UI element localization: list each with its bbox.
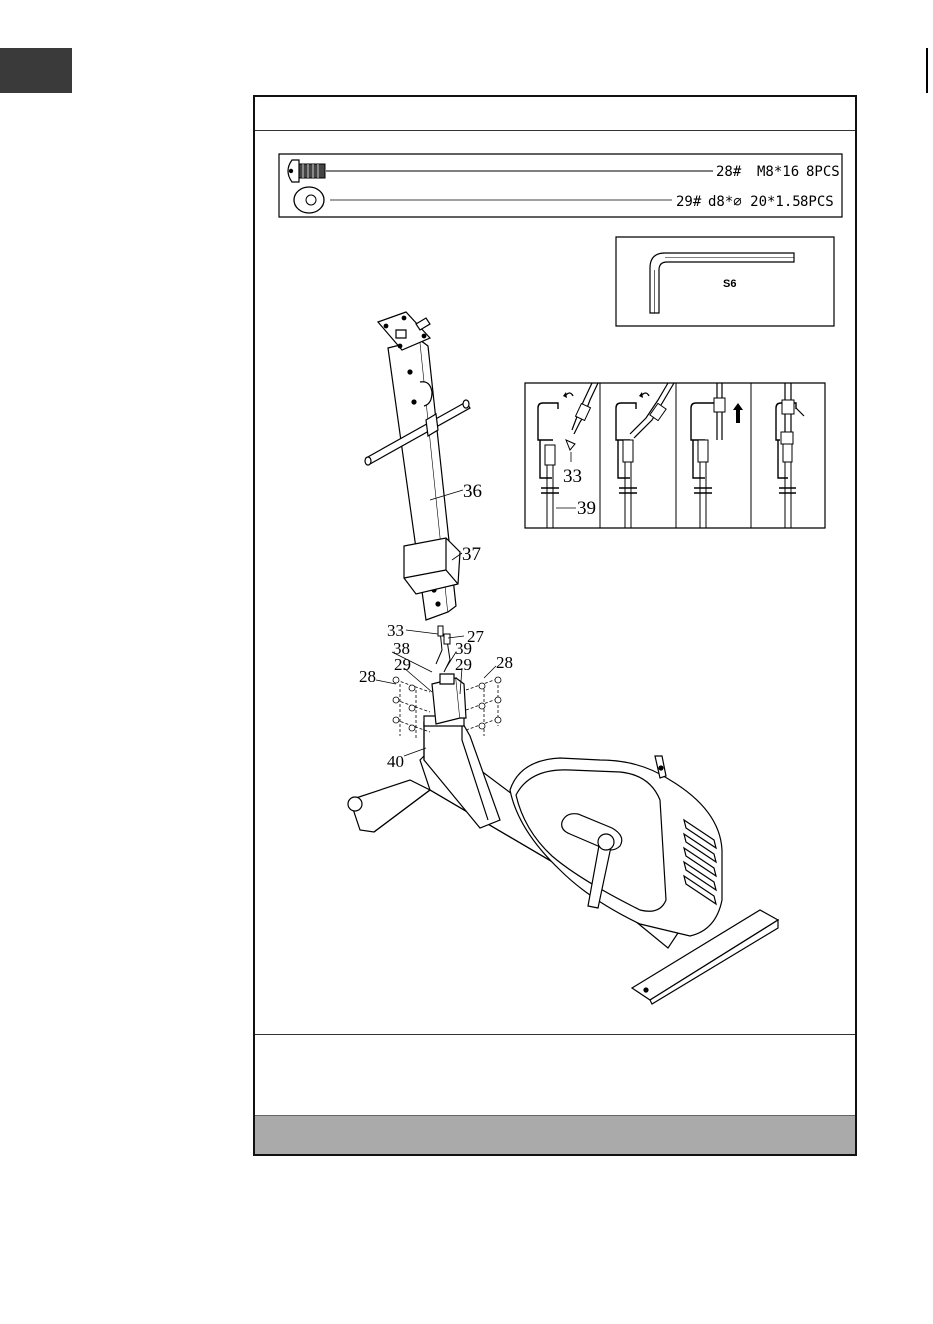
part-label-27: 27 xyxy=(467,627,484,646)
part-label-29-left: 29 xyxy=(394,655,411,674)
part-label-37: 37 xyxy=(462,544,481,565)
hardware-list xyxy=(279,154,842,217)
hardware-29-label: 29# xyxy=(676,194,702,210)
hardware-28-qty: 8PCS xyxy=(806,164,840,180)
lower-upright-40 xyxy=(424,716,500,828)
part-label-38: 38 xyxy=(393,639,410,658)
part-label-33: 33 xyxy=(387,621,404,640)
tool-size-label: S6 xyxy=(723,278,737,290)
part-label-28-right: 28 xyxy=(496,653,513,672)
rear-stabilizer xyxy=(348,780,430,832)
part-label-29-right: 29 xyxy=(455,655,472,674)
part-label-36: 36 xyxy=(463,481,482,502)
allen-key-icon xyxy=(650,253,794,313)
part-label-39: 39 xyxy=(455,639,472,658)
cable-steps-diagram xyxy=(525,383,825,528)
tool-box xyxy=(616,237,834,326)
shroud-37 xyxy=(404,538,460,594)
bolt-icon xyxy=(288,160,325,182)
part-label-40: 40 xyxy=(387,752,404,771)
hardware-28-spec: M8*16 xyxy=(757,164,800,180)
cable-label-39: 39 xyxy=(577,498,596,519)
flywheel-housing xyxy=(510,756,722,936)
cable-label-33: 33 xyxy=(563,466,582,487)
hardware-29-spec: d8*∅ 20*1.5 xyxy=(708,194,801,210)
bolt-set-right xyxy=(466,677,501,736)
hardware-28-label: 28# xyxy=(716,164,742,180)
washer-icon xyxy=(294,187,324,213)
hardware-29-qty: 8PCS xyxy=(800,194,834,210)
part-label-28-left: 28 xyxy=(359,667,376,686)
